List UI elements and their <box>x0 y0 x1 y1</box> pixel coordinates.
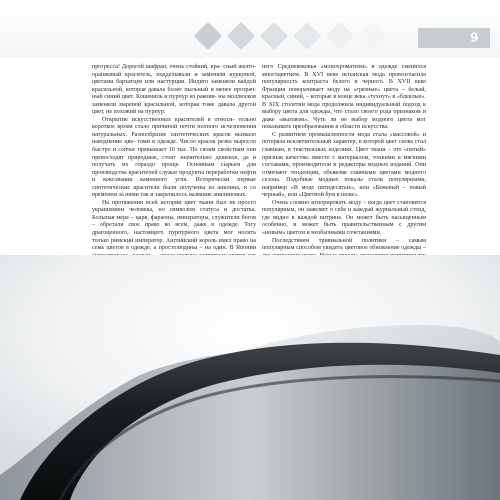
paragraph: него Средневековья «монохроматизм» в одежде сменился многоцветием. В XVI веке испанская мода провозгласила популярность контраста белого и черного. В XVII веке Франция поворачивает моду на «грязные» цвета – белый, красный, синий, – которые в конце века «тухнут» в «блеклые». В XIX столетии мода продолжила индивидуальный подход к выбору цвета для одежды, что стало своего рода признаком и даже «вызовом». Чуть ли не выбор модного цвета мог показывать преобразования в области искусства. <box>262 64 426 131</box>
header-band <box>0 0 500 58</box>
paragraph: Открытие искусственных красителей в относи- тельно короткое время стало причиной почти полного исчезновения натуральных. Разнообразие синтетических красок вызвало наводнение цве- тами в одежде. Число красок резко выросло быстро и сейчас превышает 10 тыс. По своим свойствам они превосходят природные, стоят значительно дешевле, да и получать их гораздо проще. Основным сырьем для производства красителей служат продукты переработки нефти и коксования каменного угля. Исторически первые синтетические красители были получены из анилина, и со временем за ними так и закрепилось название анилиновых. <box>92 116 256 199</box>
page-number: 9 <box>470 29 478 45</box>
paragraph: С развитием промышленности мода стала «массовой» и потеряла исключительный характер, в которой цвет снова стал главным, в текстильных изделиях. Цвет ткани – это «пятый» признак качества: вместе с материалом, тонкими и мягкими составами, производители и редакторы модных изданий. Они отмечают тенденции, объявляя главными цветами модного сезона. Подобные модных показы стали популярными, например «В моде пятидесятых», или «Бежевый – новый черный», или «Цветной бум в шоке». <box>262 131 426 199</box>
diamond-shape <box>194 22 222 50</box>
paragraph: прогресса! Дорогой шафран, очень стойкий, кра- сный желто-оранжевый краситель, подделывали и заменяли куркумой, цветами бархатцев или настурции. Индиго заменяли вайдой красильной, которая давала более пыльный и менее прозрач- ный синий цвет. Кошениль и пурпур из ракови- ны моллюсков заменяли мареной красильной, которая тоже давала другой цвет, не похожий на пурпур. <box>92 64 256 116</box>
page-number-tab <box>418 28 490 48</box>
diamond-shape <box>326 22 354 50</box>
paragraph: На протяжении всей истории цвет ткани был не просто украшением человека, но символом статуса и достатка. Большая мера – царя, фараоны, императоры, служители богов – обретали свое право во всем, даже в одежде. Тогу драгоценного, настоящего пурпурного цвета мог носить только римский император. Английский король имел право на семь цветов в одежде, а простолюдины – на один. В Японии <box>92 199 256 252</box>
diamond-shape <box>359 22 387 50</box>
hat-photo <box>0 255 500 500</box>
paragraph: Очень сложно игнорировать моду – когда цвет становится популярным, он заявляет о себе и каждый журнальный стенд, где видно в каждой витрине. Он может быть насыщенным особенно, и может быть правительственным с другим «новым» цветом и необычными сочетаниями. <box>262 199 426 237</box>
diamond-shape <box>293 22 321 50</box>
paragraph: Последствием тривиальной политики – самым популярным способом увидеть цветовое обновление одежды – <box>262 237 426 252</box>
diamond-shape <box>260 22 288 50</box>
decorative-diamonds <box>198 26 408 48</box>
diamond-shape <box>227 22 255 50</box>
